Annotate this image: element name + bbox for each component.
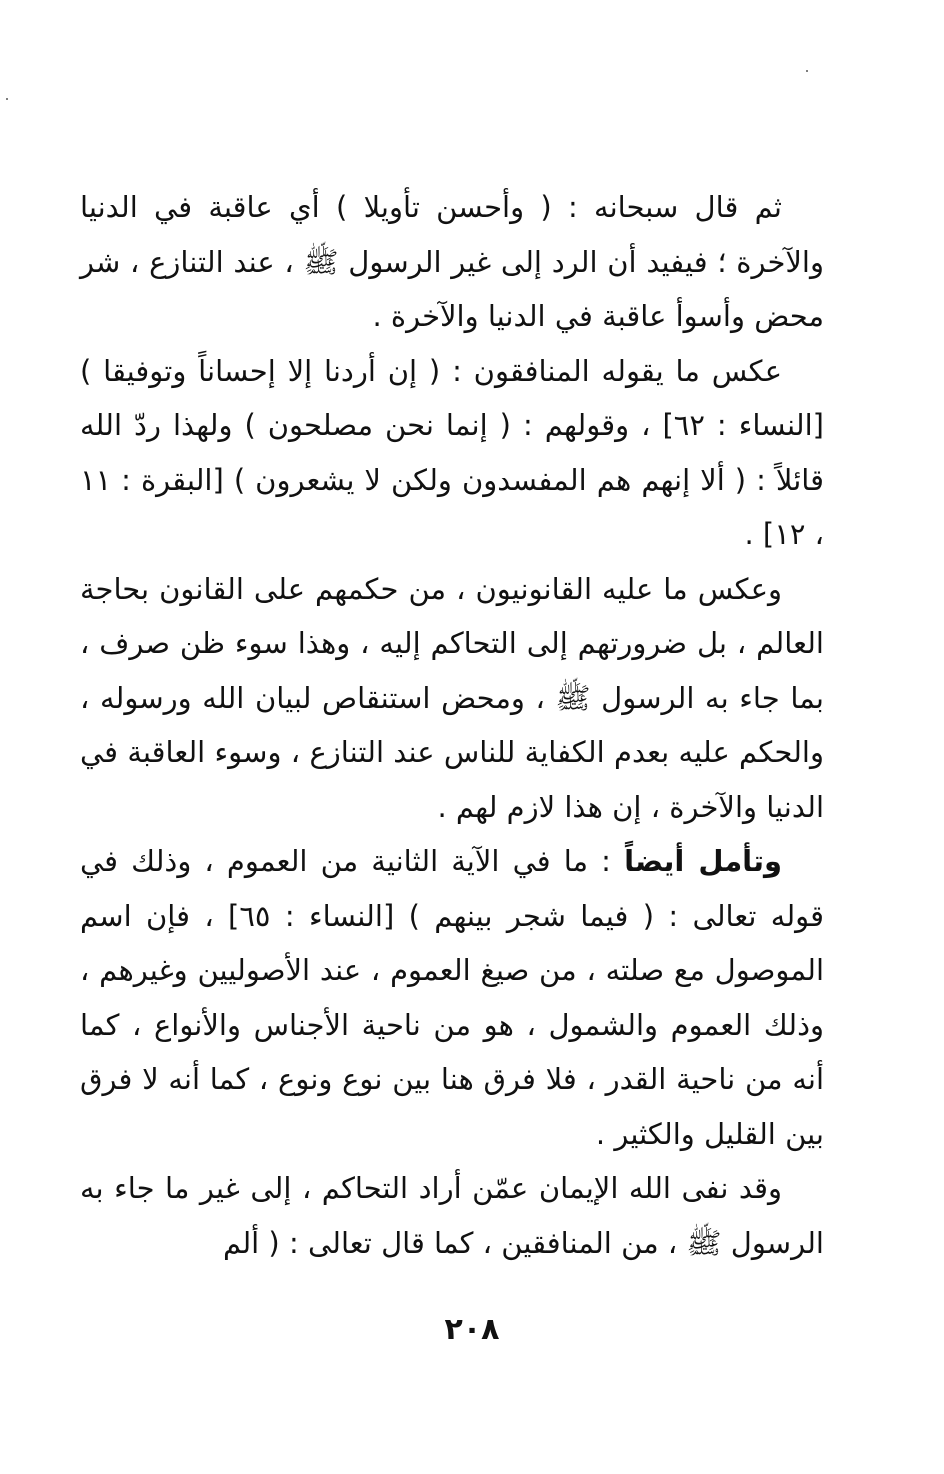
paragraph: ثم قال سبحانه : ( وأحسن تأويلا ) أي عاقبة في الدنيا والآخرة ؛ فيفيد أن الرد إلى غير الرسول ﷺ ، عند التنازع ، شر محض وأسوأ عاقبة في الدنيا والآخرة .	[80, 190, 824, 333]
scan-speck	[6, 98, 8, 100]
page-number: ٢٠٨	[444, 1312, 500, 1347]
body-text	[80, 180, 824, 1270]
paragraph-body: : ما في الآية الثانية من العموم ، وذلك في قوله تعالى : ( فيما شجر بينهم ) [النساء : ٦٥] ، فإن اسم الموصول مع صلته ، من صيغ العموم ، عند الأصوليين وغيرهم ، وذلك العموم والشمول ، هو من ناحية الأجناس والأنواع ، كما أنه من ناحية القدر ، فلا فرق هنا بين نوع ونوع ، كما أنه لا فرق بين القليل والكثير .	[80, 844, 825, 1151]
scan-speck	[806, 70, 808, 72]
paragraph-lead: وتأمل أيضاً	[624, 844, 782, 878]
paragraph: عكس ما يقوله المنافقون : ( إن أردنا إلا إحساناً وتوفيقا ) [النساء : ٦٢] ، وقولهم : ( إنما نحن مصلحون ) ولهذا ردّ الله قائلاً : ( ألا إنهم هم المفسدون ولكن لا يشعرون ) [البقرة : ١١ ، ١٢] .	[80, 353, 824, 551]
paragraph	[80, 834, 824, 1161]
paragraph: وقد نفى الله الإيمان عمّن أراد التحاكم ، إلى غير ما جاء به الرسول ﷺ ، من المنافقين ، كما قال تعالى : ( ألم	[80, 1171, 824, 1260]
paragraph: وعكس ما عليه القانونيون ، من حكمهم على القانون بحاجة العالم ، بل ضرورتهم إلى التحاكم إليه ، وهذا سوء ظن صرف ، بما جاء به الرسول ﷺ ، ومحض استنقاص لبيان الله ورسوله ، والحكم عليه بعدم الكفاية للناس عند التنازع ، وسوء العاقبة في الدنيا والآخرة ، إن هذا لازم لهم .	[80, 571, 824, 824]
